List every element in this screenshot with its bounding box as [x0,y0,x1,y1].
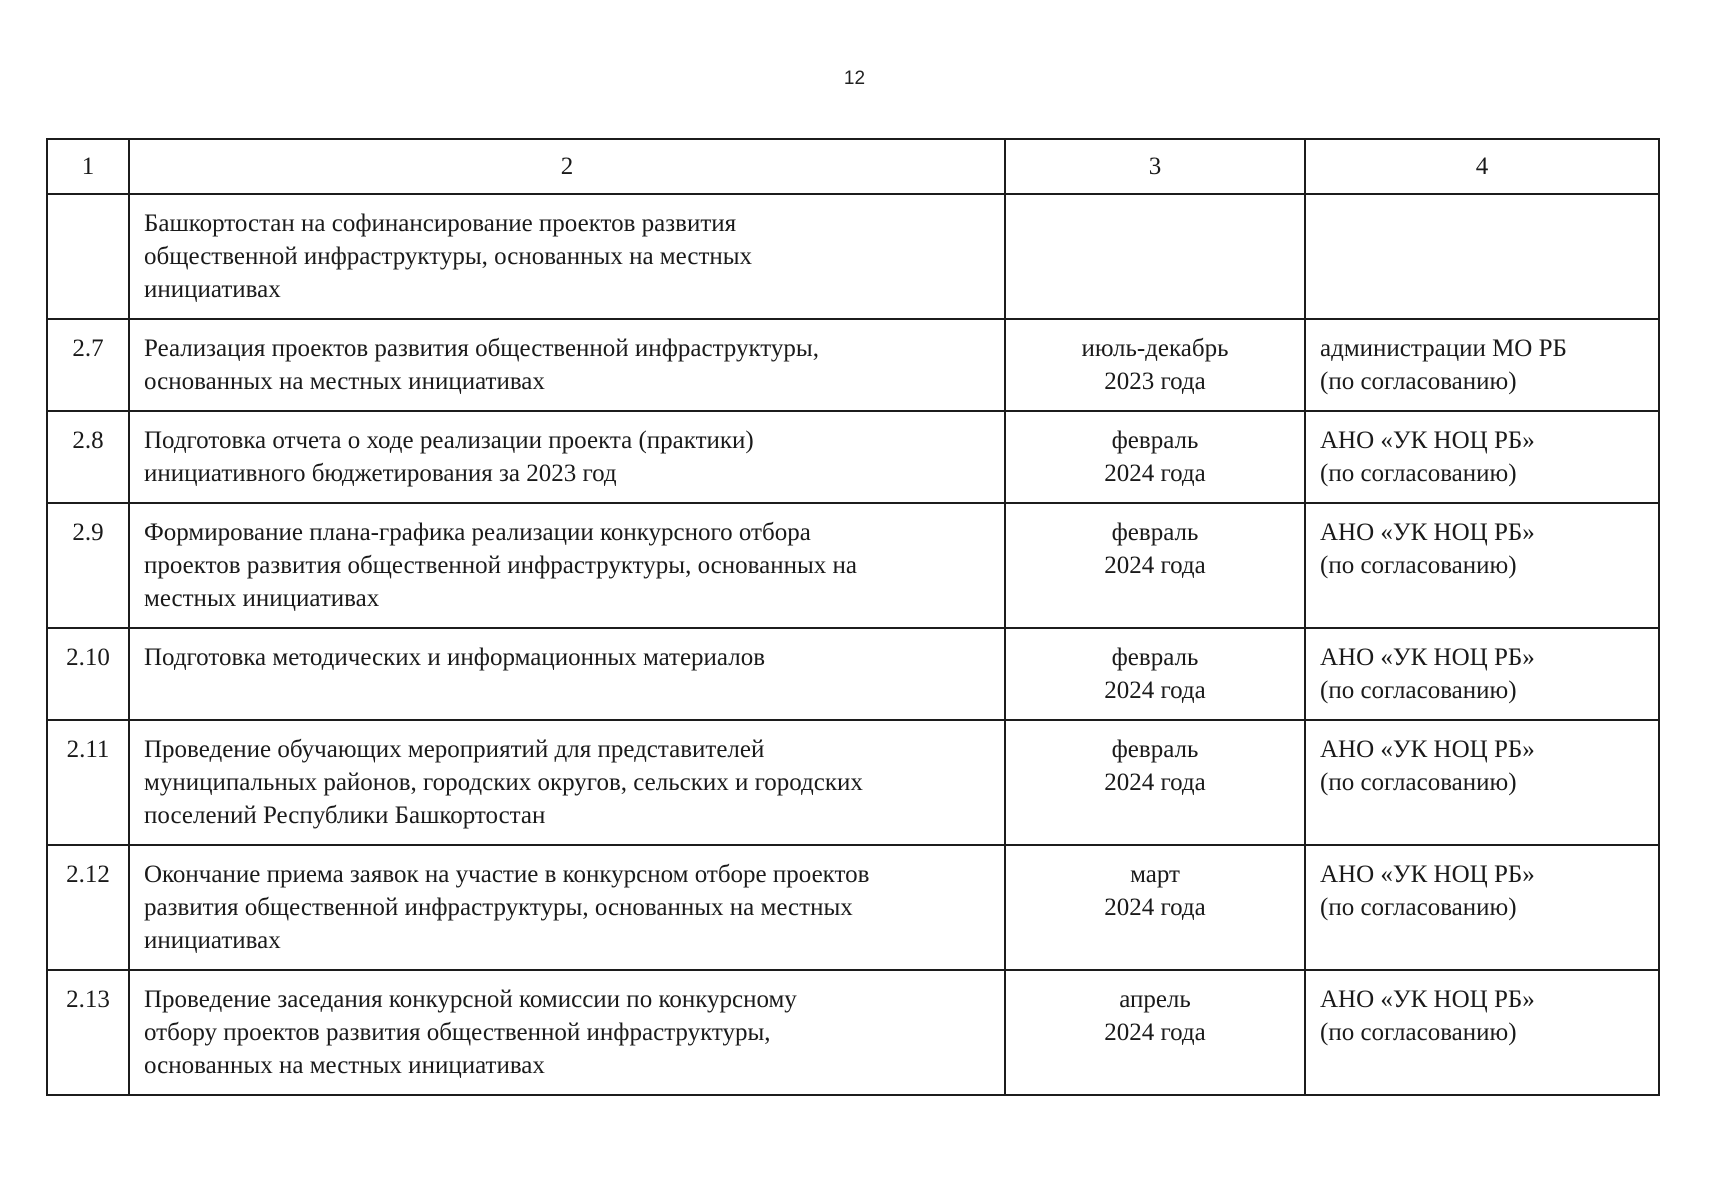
term-line: февраль [1111,427,1199,454]
term-line: апрель [1119,986,1191,1013]
term-cell [1005,970,1305,1095]
term-line: 2024 года [1104,894,1206,921]
responsible-line: АНО «УК НОЦ РБ» [1320,736,1535,763]
event-line: отбору проектов развития общественной инфраструктуры, [144,1019,771,1046]
term-cell [1005,319,1305,411]
responsible-line: АНО «УК НОЦ РБ» [1320,986,1535,1013]
table-header-row [47,139,1659,194]
event-line: поселений Республики Башкортостан [144,802,546,829]
responsible-line: (по согласованию) [1320,368,1517,395]
event-line: Формирование плана-графика реализации конкурсного отбора [144,519,811,546]
event-line: проектов развития общественной инфраструктуры, основанных на [144,552,858,579]
column-header-event: 2 [129,139,1005,194]
row-number: 2.10 [47,628,129,720]
row-number: 2.11 [47,720,129,845]
term-cell [1005,628,1305,720]
row-number: 2.7 [47,319,129,411]
term-line: 2024 года [1104,460,1206,487]
event-line: Проведение обучающих мероприятий для представителей [144,736,765,763]
table-row [47,845,1659,970]
responsible-line: администрации МО РБ [1320,335,1567,362]
table-row [47,628,1659,720]
term-line: 2024 года [1104,769,1206,796]
term-cell [1005,194,1305,319]
term-line: июль-декабрь [1081,335,1229,362]
plan-table [46,138,1660,1096]
term-line: февраль [1111,736,1199,763]
row-number: 2.12 [47,845,129,970]
responsible-cell [1305,194,1659,319]
event-line: общественной инфраструктуры, основанных на местных [144,243,753,270]
event-cell [129,411,1005,503]
responsible-cell [1305,845,1659,970]
event-line: муниципальных районов, городских округов, сельских и городских [144,769,863,796]
row-number [47,194,129,319]
table-row [47,503,1659,628]
event-cell [129,319,1005,411]
page-number: 12 [843,68,866,89]
term-line: февраль [1111,644,1199,671]
responsible-line: (по согласованию) [1320,1019,1517,1046]
responsible-cell [1305,628,1659,720]
event-line: Реализация проектов развития общественной инфраструктуры, [144,335,819,362]
row-number: 2.9 [47,503,129,628]
event-cell [129,194,1005,319]
event-line: основанных на местных инициативах [144,1052,545,1079]
event-cell [129,628,1005,720]
term-line: март [1130,861,1180,888]
row-number: 2.13 [47,970,129,1095]
term-line: 2024 года [1104,552,1206,579]
column-header-number: 1 [47,139,129,194]
event-line: основанных на местных инициативах [144,368,545,395]
event-line: Подготовка отчета о ходе реализации проекта (практики) [144,427,754,454]
event-line: развития общественной инфраструктуры, основанных на местных [144,894,853,921]
responsible-line: (по согласованию) [1320,460,1517,487]
responsible-cell [1305,411,1659,503]
column-header-responsible: 4 [1305,139,1659,194]
event-line: инициативного бюджетирования за 2023 год [144,460,617,487]
row-number: 2.8 [47,411,129,503]
responsible-line: (по согласованию) [1320,894,1517,921]
responsible-line: (по согласованию) [1320,769,1517,796]
responsible-line: АНО «УК НОЦ РБ» [1320,861,1535,888]
responsible-line: АНО «УК НОЦ РБ» [1320,427,1535,454]
event-cell [129,720,1005,845]
responsible-line: (по согласованию) [1320,552,1517,579]
event-cell [129,845,1005,970]
event-line: Башкортостан на софинансирование проектов развития [144,210,737,237]
term-line: 2024 года [1104,1019,1206,1046]
term-cell [1005,503,1305,628]
responsible-line: (по согласованию) [1320,677,1517,704]
table-row [47,411,1659,503]
responsible-cell [1305,720,1659,845]
column-header-term: 3 [1005,139,1305,194]
responsible-cell [1305,503,1659,628]
term-line: 2023 года [1104,368,1206,395]
responsible-line: АНО «УК НОЦ РБ» [1320,644,1535,671]
event-line: инициативах [144,276,281,303]
event-cell [129,970,1005,1095]
event-line: Подготовка методических и информационных материалов [144,644,766,671]
responsible-line: АНО «УК НОЦ РБ» [1320,519,1535,546]
table-row [47,720,1659,845]
table-row [47,194,1659,319]
event-line: местных инициативах [144,585,380,612]
responsible-cell [1305,970,1659,1095]
event-line: Проведение заседания конкурсной комиссии по конкурсному [144,986,797,1013]
event-line: инициативах [144,927,281,954]
responsible-cell [1305,319,1659,411]
table-row [47,970,1659,1095]
event-cell [129,503,1005,628]
term-cell [1005,411,1305,503]
event-line: Окончание приема заявок на участие в конкурсном отборе проектов [144,861,870,888]
term-line: февраль [1111,519,1199,546]
table-row [47,319,1659,411]
term-cell [1005,720,1305,845]
term-line: 2024 года [1104,677,1206,704]
term-cell [1005,845,1305,970]
